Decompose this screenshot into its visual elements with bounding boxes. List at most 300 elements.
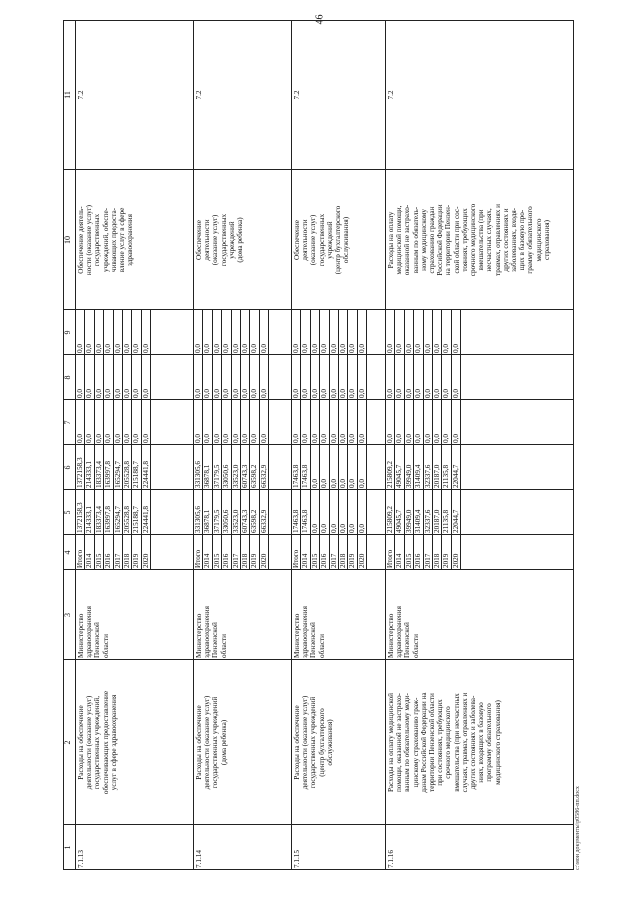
table-rule xyxy=(268,310,269,570)
responsible-executor-line: Министерство xyxy=(293,613,301,658)
amount-value: 0,0 xyxy=(259,344,268,353)
table-rule xyxy=(63,569,573,570)
amount-value: 0,0 xyxy=(231,434,240,443)
activity-description-line: государственных учреждений, xyxy=(93,695,102,790)
table-rule xyxy=(131,310,132,570)
amount-value: 33050,6 xyxy=(222,464,231,488)
amount-value: 0,0 xyxy=(241,389,249,398)
table-rule xyxy=(63,659,573,660)
expected-result-line: оказанной не застрахо- xyxy=(403,204,412,276)
activity-code: 7.1.14 xyxy=(195,850,203,868)
amount-value: 0,0 xyxy=(222,434,231,443)
activity-description-line: деятельности (оказание услуг) xyxy=(85,695,94,790)
amount-value: 37179,5 xyxy=(212,464,221,488)
year-label: Итого xyxy=(76,549,84,568)
column-header-5: 5 xyxy=(63,510,72,515)
year-label: 2019 xyxy=(250,553,259,568)
activity-description-line: территории Пензенской области xyxy=(428,693,437,792)
amount-value: 31409,4 xyxy=(414,464,423,488)
expected-result-line: заболеваниях, входя- xyxy=(510,207,519,273)
table-rule xyxy=(63,169,573,170)
responsible-executor-line: здравоохранения xyxy=(301,606,310,658)
amount-value: 0,0 xyxy=(132,344,141,353)
amount-value: 0,0 xyxy=(320,524,329,533)
amount-value: 0,0 xyxy=(442,434,451,443)
amount-value: 33050,6 xyxy=(222,509,231,533)
activity-description-line: вмешательства (при несчастных xyxy=(452,693,461,792)
year-label: 2015 xyxy=(404,553,413,568)
expected-result-line: щих в базовую про- xyxy=(518,209,527,271)
amount-value: 0,0 xyxy=(357,479,366,488)
amount-value: 32337,6 xyxy=(423,464,432,488)
amount-value: 0,0 xyxy=(222,344,231,353)
expected-result-line: деятельности xyxy=(301,219,310,261)
table-rule xyxy=(103,310,104,570)
column-header-6: 6 xyxy=(63,465,72,470)
amount-value: 60743,3 xyxy=(241,464,249,488)
amount-value: 1372158,3 xyxy=(76,502,84,533)
amount-value: 0,0 xyxy=(386,389,394,398)
activity-description xyxy=(195,662,228,823)
amount-value: 205528,8 xyxy=(123,506,131,533)
amount-value: 0,0 xyxy=(423,344,432,353)
expected-result-line: страхованию граждан xyxy=(428,206,437,274)
table-rule xyxy=(423,310,424,570)
amount-value: 0,0 xyxy=(94,434,103,443)
activity-description-line: срочного медицинского xyxy=(444,706,453,779)
table-rule xyxy=(394,310,395,570)
table-rule xyxy=(573,20,574,870)
amount-value: 21135,8 xyxy=(442,464,451,488)
amount-value: 17463,8 xyxy=(292,464,300,488)
amount-value: 0,0 xyxy=(104,344,113,353)
amount-value: 0,0 xyxy=(310,389,319,398)
expected-result-line: травмах, отравлениях и xyxy=(493,204,502,276)
amount-value: 0,0 xyxy=(292,389,300,398)
expected-result-line: срочного медицинского xyxy=(469,203,478,277)
amount-value: 0,0 xyxy=(76,434,84,443)
amount-value: 0,0 xyxy=(386,344,394,353)
responsible-executor-line: Пензенской xyxy=(93,622,102,658)
amount-value: 0,0 xyxy=(329,479,338,488)
year-label: 2018 xyxy=(339,553,347,568)
activity-description-line: деятельности (оказание услуг) xyxy=(301,695,310,790)
activity-description xyxy=(293,662,334,823)
rotated-landscape-page xyxy=(63,20,581,870)
amount-value: 331305,6 xyxy=(194,461,202,488)
amount-value: 0,0 xyxy=(231,389,240,398)
table-rule xyxy=(63,869,573,870)
program-activities-table xyxy=(63,20,573,870)
expected-result-line: государственных xyxy=(317,213,326,267)
table-rule xyxy=(63,399,573,400)
year-label: 2017 xyxy=(231,553,240,568)
amount-value: 331305,6 xyxy=(194,506,202,533)
amount-value: 0,0 xyxy=(292,344,300,353)
amount-value: 0,0 xyxy=(85,389,94,398)
amount-value: 0,0 xyxy=(386,434,394,443)
amount-value: 215809,2 xyxy=(386,461,394,488)
expected-result-line: страхования) xyxy=(542,220,551,260)
amount-value: 0,0 xyxy=(404,344,413,353)
amount-value: 32337,6 xyxy=(423,509,432,533)
amount-value: 0,0 xyxy=(329,524,338,533)
amount-value: 215188,7 xyxy=(132,506,141,533)
amount-value: 17463,8 xyxy=(301,509,310,533)
amount-value: 22044,7 xyxy=(451,509,460,533)
amount-value: 0,0 xyxy=(329,344,338,353)
year-label: 2014 xyxy=(85,553,94,568)
amount-value: 163997,8 xyxy=(104,506,113,533)
year-label: 2015 xyxy=(94,553,103,568)
amount-value: 0,0 xyxy=(104,434,113,443)
activity-code: 7.1.13 xyxy=(77,850,85,868)
activity-description-line: Расходы на обеспечение xyxy=(77,705,85,780)
activity-description-line: деятельности (оказание услуг) xyxy=(203,695,212,790)
year-label: 2014 xyxy=(301,553,310,568)
activity-description-line: ниях, входящих в базовую xyxy=(477,702,486,783)
column-header-11: 11 xyxy=(63,91,72,99)
amount-value: 63598,2 xyxy=(250,509,259,533)
expected-result-line: (оказание услуг) xyxy=(211,214,220,266)
indicator-ref: 7.2 xyxy=(387,90,395,100)
amount-value: 0,0 xyxy=(357,434,366,443)
table-rule xyxy=(231,310,232,570)
activity-description-line: других состояниях и заболева- xyxy=(469,695,478,790)
amount-value: 0,0 xyxy=(414,434,423,443)
amount-value: 0,0 xyxy=(339,479,347,488)
table-rule xyxy=(291,20,292,870)
amount-value: 0,0 xyxy=(141,389,150,398)
expected-result-line: медицинского xyxy=(534,218,543,262)
expected-result-line: грамму обязательного xyxy=(526,206,535,274)
amount-value: 17463,8 xyxy=(292,509,300,533)
amount-value: 0,0 xyxy=(357,389,366,398)
amount-value: 0,0 xyxy=(442,344,451,353)
activity-description-line: Расходы на обеспечение xyxy=(195,705,203,780)
indicator-ref: 7.2 xyxy=(195,90,203,100)
table-rule xyxy=(357,310,358,570)
amount-value: 36878,1 xyxy=(203,509,212,533)
year-label: 2014 xyxy=(395,553,404,568)
amount-value: 66332,9 xyxy=(259,509,268,533)
year-label: Итого xyxy=(386,549,394,568)
responsible-executor-line: области xyxy=(219,633,228,658)
year-label: 2020 xyxy=(259,553,268,568)
amount-value: 0,0 xyxy=(395,434,404,443)
amount-value: 165294,7 xyxy=(113,506,122,533)
amount-value: 0,0 xyxy=(404,389,413,398)
column-header-9: 9 xyxy=(63,330,72,335)
amount-value: 0,0 xyxy=(433,389,441,398)
activity-description-line: государственных учреждений xyxy=(211,696,220,789)
amount-value: 0,0 xyxy=(94,344,103,353)
table-rule xyxy=(451,310,452,570)
column-header-3: 3 xyxy=(63,613,72,617)
table-rule xyxy=(94,310,95,570)
amount-value: 0,0 xyxy=(222,389,231,398)
amount-value: 0,0 xyxy=(85,344,94,353)
amount-value: 20187,0 xyxy=(433,464,441,488)
amount-value: 0,0 xyxy=(310,434,319,443)
responsible-executor xyxy=(387,572,420,658)
expected-result-line: учреждений, обеспе- xyxy=(101,207,110,273)
table-rule xyxy=(63,444,573,445)
amount-value: 0,0 xyxy=(339,344,347,353)
column-header-8: 8 xyxy=(63,375,72,380)
expected-result-line: Расходы на оплату xyxy=(387,211,395,269)
amount-value: 0,0 xyxy=(310,524,319,533)
expected-result-line: других состояниях и xyxy=(501,208,510,272)
amount-value: 39949,0 xyxy=(404,464,413,488)
table-rule xyxy=(63,20,573,21)
indicator-ref: 7.2 xyxy=(293,90,301,100)
expected-result-line: обслуживания) xyxy=(342,216,351,264)
table-rule xyxy=(122,310,123,570)
amount-value: 0,0 xyxy=(94,389,103,398)
table-rule xyxy=(460,310,461,570)
amount-value: 0,0 xyxy=(451,344,460,353)
activity-description-line: (дома ребенка) xyxy=(219,719,228,766)
amount-value: 49045,7 xyxy=(395,509,404,533)
expected-result-line: Обеспечение xyxy=(195,220,203,260)
amount-value: 0,0 xyxy=(348,524,357,533)
amount-value: 63598,2 xyxy=(250,464,259,488)
amount-value: 0,0 xyxy=(231,344,240,353)
amount-value: 0,0 xyxy=(320,389,329,398)
amount-value: 1372158,3 xyxy=(76,457,84,488)
year-label: 2020 xyxy=(357,553,366,568)
activity-description xyxy=(387,662,502,823)
amount-value: 0,0 xyxy=(132,434,141,443)
amount-value: 0,0 xyxy=(320,479,329,488)
amount-value: 0,0 xyxy=(194,434,202,443)
amount-value: 49045,7 xyxy=(395,464,404,488)
file-path-footer: c:\мои документы\р0586-пп.docx xyxy=(575,786,581,870)
year-label: 2019 xyxy=(442,553,451,568)
amount-value: 0,0 xyxy=(357,344,366,353)
year-label: 2018 xyxy=(433,553,441,568)
amount-value: 0,0 xyxy=(212,344,221,353)
amount-value: 0,0 xyxy=(76,389,84,398)
activity-description-line: государственных учреждений xyxy=(309,696,318,789)
amount-value: 60743,3 xyxy=(241,509,249,533)
activity-code: 7.1.15 xyxy=(293,850,301,868)
amount-value: 0,0 xyxy=(395,344,404,353)
column-header-1: 1 xyxy=(63,845,72,850)
column-header-4: 4 xyxy=(63,550,72,555)
expected-result-line: государственных xyxy=(93,213,102,267)
expected-result xyxy=(195,172,244,308)
amount-value: 33523,0 xyxy=(231,464,240,488)
amount-value: 214333,1 xyxy=(85,506,94,533)
amount-value: 0,0 xyxy=(203,434,212,443)
year-label: 2018 xyxy=(241,553,249,568)
amount-value: 0,0 xyxy=(113,434,122,443)
activity-description-line: Расходы на обеспечение xyxy=(293,705,301,780)
amount-value: 0,0 xyxy=(404,434,413,443)
year-label: 2014 xyxy=(203,553,212,568)
amount-value: 39949,0 xyxy=(404,509,413,533)
amount-value: 0,0 xyxy=(320,344,329,353)
year-label: 2016 xyxy=(320,553,329,568)
expected-result-line: ской области при сос- xyxy=(452,206,461,274)
amount-value: 0,0 xyxy=(113,389,122,398)
expected-result-line: деятельности xyxy=(203,219,212,261)
year-label: Итого xyxy=(194,549,202,568)
amount-value: 0,0 xyxy=(250,389,259,398)
amount-value: 0,0 xyxy=(76,344,84,353)
amount-value: 0,0 xyxy=(301,389,310,398)
year-label: 2016 xyxy=(104,553,113,568)
responsible-executor xyxy=(293,572,326,658)
expected-result-line: ному медицинскому xyxy=(419,209,428,271)
year-label: 2017 xyxy=(423,553,432,568)
amount-value: 214333,1 xyxy=(85,461,94,488)
amount-value: 0,0 xyxy=(241,344,249,353)
amount-value: 0,0 xyxy=(141,344,150,353)
amount-value: 0,0 xyxy=(451,389,460,398)
activity-description-line: (центр бухгалтерского xyxy=(317,708,326,777)
amount-value: 0,0 xyxy=(241,434,249,443)
expected-result-line: ности (оказание услуг) xyxy=(85,204,94,276)
year-label: Итого xyxy=(292,549,300,568)
amount-value: 0,0 xyxy=(212,389,221,398)
year-label: 2019 xyxy=(132,553,141,568)
year-label: 2020 xyxy=(451,553,460,568)
amount-value: 0,0 xyxy=(301,434,310,443)
amount-value: 0,0 xyxy=(329,389,338,398)
table-rule xyxy=(84,310,85,570)
expected-result-line: (дома ребенка) xyxy=(236,217,245,263)
table-rule xyxy=(413,310,414,570)
responsible-executor xyxy=(77,572,110,658)
indicator-ref: 7.2 xyxy=(77,90,85,100)
responsible-executor-line: Министерство xyxy=(195,613,203,658)
year-label: 2017 xyxy=(113,553,122,568)
table-rule xyxy=(202,310,203,570)
responsible-executor-line: Пензенской xyxy=(211,622,220,658)
responsible-executor-line: Пензенской xyxy=(309,622,318,658)
year-label: 2018 xyxy=(123,553,131,568)
amount-value: 0,0 xyxy=(339,524,347,533)
responsible-executor xyxy=(195,572,228,658)
amount-value: 0,0 xyxy=(348,389,357,398)
amount-value: 0,0 xyxy=(123,344,131,353)
table-rule xyxy=(319,310,320,570)
amount-value: 0,0 xyxy=(423,389,432,398)
table-rule xyxy=(212,310,213,570)
activity-code: 7.1.16 xyxy=(387,850,395,868)
amount-value: 0,0 xyxy=(339,389,347,398)
table-rule xyxy=(150,310,151,570)
amount-value: 37179,5 xyxy=(212,509,221,533)
amount-value: 22044,7 xyxy=(451,464,460,488)
activity-description-line: цинскому страхованию граж- xyxy=(411,697,420,788)
responsible-executor-line: здравоохранения xyxy=(395,606,404,658)
amount-value: 224441,8 xyxy=(141,461,150,488)
amount-value: 163997,8 xyxy=(104,461,113,488)
amount-value: 0,0 xyxy=(141,434,150,443)
expected-result-line: учреждений xyxy=(325,221,334,259)
table-rule xyxy=(249,310,250,570)
expected-result-line: Российской Федерации xyxy=(436,204,445,276)
amount-value: 0,0 xyxy=(414,344,423,353)
table-rule xyxy=(404,310,405,570)
table-rule xyxy=(63,489,573,490)
responsible-executor-line: области xyxy=(101,633,110,658)
table-rule xyxy=(113,310,114,570)
table-rule xyxy=(221,310,222,570)
amount-value: 183373,4 xyxy=(94,506,103,533)
year-label: 2019 xyxy=(348,553,357,568)
table-rule xyxy=(385,20,386,870)
expected-result-line: Обеспечение xyxy=(293,220,301,260)
expected-result-line: вление услуг в сфере xyxy=(118,207,127,273)
responsible-executor-line: здравоохранения xyxy=(203,606,212,658)
responsible-executor-line: Министерство xyxy=(387,613,395,658)
amount-value: 0,0 xyxy=(132,389,141,398)
column-header-2: 2 xyxy=(63,740,72,745)
table-rule xyxy=(441,310,442,570)
table-rule xyxy=(193,20,194,870)
activity-description-line: услуг в сфере здравоохранения xyxy=(109,694,118,791)
expected-result-line: (оказание услуг) xyxy=(309,214,318,266)
amount-value: 0,0 xyxy=(212,434,221,443)
amount-value: 0,0 xyxy=(433,434,441,443)
amount-value: 20187,0 xyxy=(433,509,441,533)
expected-result xyxy=(387,172,551,308)
year-label: 2015 xyxy=(310,553,319,568)
amount-value: 31409,4 xyxy=(414,509,423,533)
expected-result-line: на территории Пензен- xyxy=(444,204,453,276)
expected-result-line: учреждений xyxy=(227,221,236,259)
amount-value: 0,0 xyxy=(123,389,131,398)
amount-value: 224441,8 xyxy=(141,506,150,533)
activity-description-line: обеспечивающих предоставление xyxy=(101,690,110,795)
amount-value: 205528,8 xyxy=(123,461,131,488)
activity-description-line: ванным по обязательному меди- xyxy=(403,693,412,792)
table-rule xyxy=(366,310,367,570)
responsible-executor-line: Министерство xyxy=(77,613,85,658)
amount-value: 0,0 xyxy=(433,344,441,353)
activity-description-line: медицинского страхования) xyxy=(493,700,502,785)
year-label: 2015 xyxy=(212,553,221,568)
amount-value: 0,0 xyxy=(339,434,347,443)
amount-value: 0,0 xyxy=(310,344,319,353)
year-label: 2016 xyxy=(222,553,231,568)
amount-value: 0,0 xyxy=(357,524,366,533)
amount-value: 0,0 xyxy=(113,344,122,353)
amount-value: 17463,8 xyxy=(301,464,310,488)
expected-result-line: вмешательства (при xyxy=(477,209,486,271)
amount-value: 0,0 xyxy=(301,344,310,353)
amount-value: 0,0 xyxy=(250,344,259,353)
table-rule xyxy=(432,310,433,570)
amount-value: 0,0 xyxy=(203,389,212,398)
activity-description-line: программу обязательного xyxy=(485,703,494,782)
expected-result xyxy=(77,172,134,308)
table-rule xyxy=(259,310,260,570)
expected-result-line: ванным по обязатель- xyxy=(411,206,420,274)
activity-description-line: помощи, оказанной не застрахо- xyxy=(395,693,404,792)
amount-value: 0,0 xyxy=(194,389,202,398)
table-rule xyxy=(240,310,241,570)
amount-value: 0,0 xyxy=(250,434,259,443)
amount-value: 0,0 xyxy=(259,389,268,398)
activity-description-line: случаях, травмах, отравлениях и xyxy=(460,692,469,793)
amount-value: 0,0 xyxy=(123,434,131,443)
